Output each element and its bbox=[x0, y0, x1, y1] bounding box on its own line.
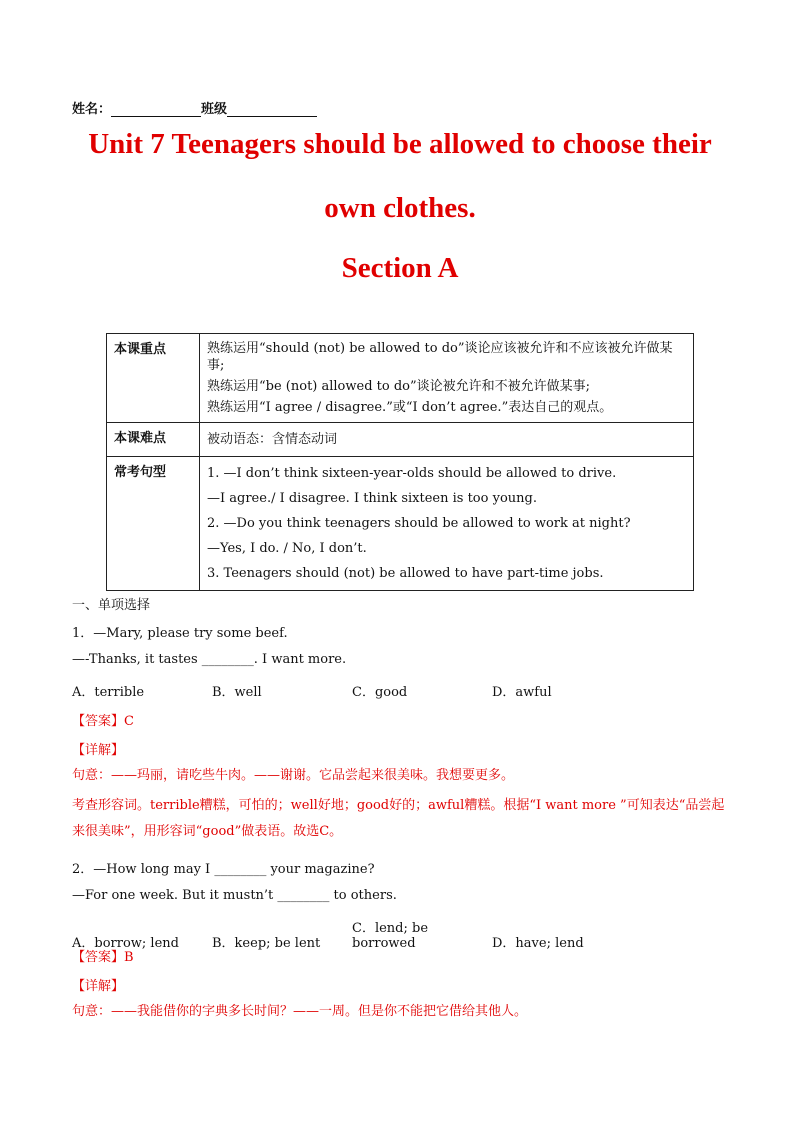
title-line-2: own clothes. bbox=[324, 192, 476, 224]
name-blank bbox=[111, 102, 201, 117]
pattern-line: 2. —Do you think teenagers should be allowed to work at night? bbox=[207, 516, 631, 531]
difficulty-line: 被动语态：含情态动词 bbox=[207, 432, 338, 447]
pattern-line: 3. Teenagers should (not) be allowed to have part-time jobs. bbox=[207, 566, 604, 581]
q2-response: —For one week. But it mustn’t ________ to others. bbox=[72, 888, 397, 903]
name-class-line bbox=[72, 98, 317, 117]
row-content-patterns bbox=[200, 457, 694, 591]
q1-option-b: B．well bbox=[212, 685, 262, 700]
q2-option-b: B．keep; be lent bbox=[212, 936, 321, 951]
focus-line: 熟练运用“be (not) allowed to do”谈论被允许和不被允许做某事; bbox=[207, 379, 591, 394]
table-row bbox=[107, 334, 694, 423]
q2-option-c: C．lend; be borrowed bbox=[352, 921, 429, 951]
pattern-line: 1. —I don’t think sixteen-year-olds should be allowed to drive. bbox=[207, 466, 617, 481]
row-key-patterns: 常考句型 bbox=[107, 457, 200, 591]
q2-answer: 【答案】B bbox=[72, 950, 134, 965]
q2-option-d: D．have; lend bbox=[492, 936, 584, 951]
q2-options bbox=[72, 917, 584, 951]
q1-explanation: 考查形容词。terrible糟糕，可怕的；well好地；good好的；awful糟糕。根据“I want more ”可知表达“品尝起来很美味”，用形容词“good”做表语。故选C。 bbox=[72, 798, 725, 839]
q1-options bbox=[72, 681, 552, 700]
class-label: 班级 bbox=[201, 102, 228, 117]
row-key-difficulty: 本课难点 bbox=[107, 423, 200, 457]
title-line-1: Unit 7 Teenagers should be allowed to choose their bbox=[88, 128, 712, 160]
row-key-focus: 本课重点 bbox=[107, 334, 200, 423]
q1-stem: 1．—Mary, please try some beef. bbox=[72, 626, 288, 641]
lesson-key-table bbox=[106, 333, 694, 591]
q1-answer: 【答案】C bbox=[72, 714, 134, 729]
q1-option-a: A．terrible bbox=[72, 685, 145, 700]
pattern-line: —I agree./ I disagree. I think sixteen is too young. bbox=[207, 491, 537, 506]
table-row bbox=[107, 423, 694, 457]
class-blank bbox=[227, 102, 317, 117]
q1-detail-label: 【详解】 bbox=[72, 743, 125, 758]
q2-meaning: 句意：——我能借你的字典多长时间？——一周。但是你不能把它借给其他人。 bbox=[72, 1004, 528, 1019]
table-row bbox=[107, 457, 694, 591]
q2-option-a: A．borrow; lend bbox=[72, 936, 179, 951]
row-content-difficulty bbox=[200, 423, 694, 457]
q1-option-d: D．awful bbox=[492, 685, 552, 700]
q1-response: —-Thanks, it tastes ________. I want more. bbox=[72, 652, 347, 667]
q1-option-c: C．good bbox=[352, 685, 408, 700]
title-section: Section A bbox=[341, 252, 459, 284]
name-label: 姓名： bbox=[72, 102, 112, 117]
q1-meaning: 句意：——玛丽，请吃些牛肉。——谢谢。它品尝起来很美味。我想要更多。 bbox=[72, 768, 515, 783]
focus-line: 熟练运用“I agree / disagree.”或“I don’t agree.”表达自己的观点。 bbox=[207, 400, 613, 415]
row-content-focus bbox=[200, 334, 694, 423]
q2-stem: 2．—How long may I ________ your magazine? bbox=[72, 862, 375, 877]
section-heading: 一、单项选择 bbox=[72, 598, 151, 613]
q2-detail-label: 【详解】 bbox=[72, 979, 125, 994]
pattern-line: —Yes, I do. / No, I don’t. bbox=[207, 541, 367, 556]
focus-line: 熟练运用“should (not) be allowed to do”谈论应该被允许和不应该被允许做某事; bbox=[207, 341, 673, 373]
